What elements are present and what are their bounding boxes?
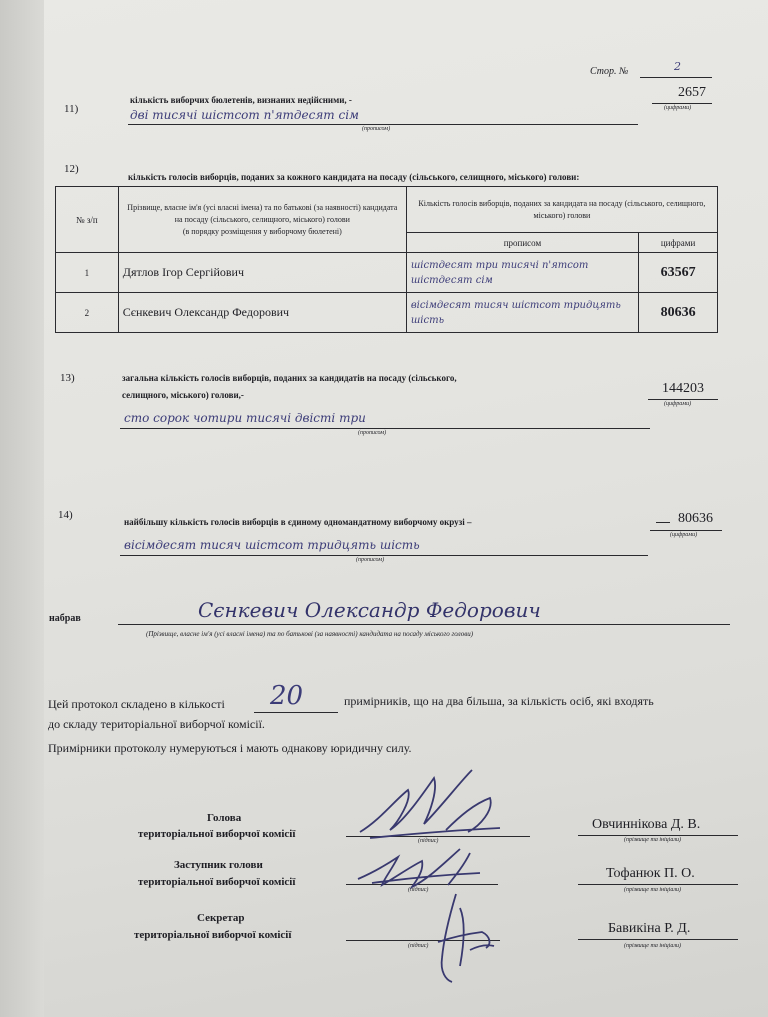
votes-digits: 80636 (639, 293, 718, 333)
chair-name-caption: (прізвище та ініціали) (624, 837, 681, 843)
page-number-line (640, 77, 712, 78)
page-label: Стор. № (590, 66, 629, 77)
col-header-name-note: (в порядку розміщення у виборчому бюлетені) (182, 226, 342, 236)
deputy-name-caption: (прізвище та ініціали) (624, 887, 681, 893)
item14-digits-caption: (цифрами) (670, 532, 698, 538)
item14-words: вісімдесят тисяч шістсот тридцять шість (124, 538, 420, 552)
copies-value-line (254, 712, 338, 713)
item11-digits: 2657 (678, 85, 706, 100)
secretary-signature-caption: (підпис) (408, 943, 429, 949)
chair-signature-caption: (підпис) (418, 838, 439, 844)
deputy-name: Тофанюк П. О. (606, 866, 695, 881)
item11-digits-caption: (цифрами) (664, 105, 692, 111)
secretary-name: Бавикіна Р. Д. (608, 921, 691, 936)
item13-words: сто сорок чотири тисячі двісті три (124, 411, 366, 425)
copies-value: 20 (270, 681, 304, 711)
winner-name: Сєнкевич Олександр Федорович (198, 598, 541, 622)
page-number: 2 (674, 60, 681, 73)
col-header-digits: цифрами (639, 233, 718, 253)
col-header-number: № з/п (56, 187, 119, 253)
item11-words: дві тисячі шістсот п'ятдесят сім (130, 108, 360, 122)
item14-digits-line (650, 530, 722, 531)
table-row (56, 293, 718, 333)
item14-words-caption: (прописом) (356, 557, 385, 563)
secretary-name-caption: (прізвище та ініціали) (624, 943, 681, 949)
col-header-words: прописом (406, 233, 638, 253)
deputy-role-line1: Заступник голови (174, 859, 263, 871)
item13-digits-caption: (цифрами) (664, 401, 692, 407)
votes-words: вісімдесят тисяч шістсот тридцять шість (406, 293, 638, 333)
item13-digits-line (648, 399, 718, 400)
item11-words-line (128, 124, 638, 125)
winner-caption: (Прізвище, власне ім'я (усі власні імена) та по батькові (за наявності) кандидата на посаду міського голови) (146, 630, 474, 638)
votes-words: шістдесят три тисячі п'ятсот шістдесят сім (406, 253, 638, 293)
votes-digits: 63567 (639, 253, 718, 293)
chair-name: Овчиннікова Д. В. (592, 817, 701, 832)
item13-number: 13) (60, 372, 75, 384)
secretary-name-line (578, 939, 738, 940)
copies-text-post: примірників, що на два більша, за кількість осіб, які входять (344, 694, 654, 708)
winner-name-line (118, 624, 730, 625)
candidate-name: Сєнкевич Олександр Федорович (118, 293, 406, 333)
secretary-role-line2: територіальної виборчої комісії (134, 929, 292, 941)
item12-number: 12) (64, 163, 79, 175)
item14-label: найбільшу кількість голосів виборців в єдиному одномандатному виборчому окрузі – (124, 517, 472, 527)
copies-text-pre: Цей протокол складено в кількості (48, 697, 225, 711)
page-edge-shadow (0, 0, 44, 1017)
chair-role-line2: територіальної виборчої комісії (138, 828, 296, 840)
secretary-signature (420, 888, 510, 988)
item14-number: 14) (58, 509, 73, 521)
chair-name-line (578, 835, 738, 836)
item13-label-line2: селищного, міського) голови,- (122, 390, 244, 400)
item14-digits: 80636 (678, 511, 713, 526)
item11-number: 11) (64, 103, 79, 115)
row-number: 1 (56, 253, 119, 293)
secretary-role-line1: Секретар (197, 912, 245, 924)
col-header-name-text: Прізвище, власне ім'я (усі власні імена) та по батькові (за наявності) кандидата на посаду (сільського, селищного, міського) голови (127, 202, 398, 224)
row-number: 2 (56, 293, 119, 333)
candidate-name: Дятлов Ігор Сергійович (118, 253, 406, 293)
item11-digits-line (652, 103, 712, 104)
item12-label: кількість голосів виборців, поданих за кожного кандидата на посаду (сільського, селищного, міського) голови: (128, 172, 580, 182)
deputy-signature-caption: (підпис) (408, 887, 429, 893)
item11-label: кількість виборчих бюлетенів, визнаних недійсними, - (130, 95, 352, 105)
copies-text-line2: до складу територіальної виборчої комісії. (48, 717, 265, 731)
item11-words-caption: (прописом) (362, 126, 391, 132)
chair-role-line1: Голова (207, 812, 242, 824)
candidates-table (55, 186, 718, 333)
item14-dash-line (656, 522, 670, 523)
table-row (56, 253, 718, 293)
numbered-text: Примірники протоколу нумеруються і мають однакову юридичну силу. (48, 741, 412, 755)
item13-words-caption: (прописом) (358, 430, 387, 436)
item14-words-line (120, 555, 648, 556)
deputy-signature (352, 835, 492, 895)
deputy-name-line (578, 884, 738, 885)
col-header-votes: Кількість голосів виборців, поданих за кандидата на посаду (сільського, селищного, міського) голови (406, 187, 717, 233)
winner-label: набрав (49, 613, 81, 624)
col-header-name (118, 187, 406, 253)
item13-digits: 144203 (662, 381, 704, 396)
deputy-role-line2: територіальної виборчої комісії (138, 876, 296, 888)
item13-words-line (120, 428, 650, 429)
item13-label-line1: загальна кількість голосів виборців, поданих за кандидатів на посаду (сільського, (122, 373, 457, 383)
